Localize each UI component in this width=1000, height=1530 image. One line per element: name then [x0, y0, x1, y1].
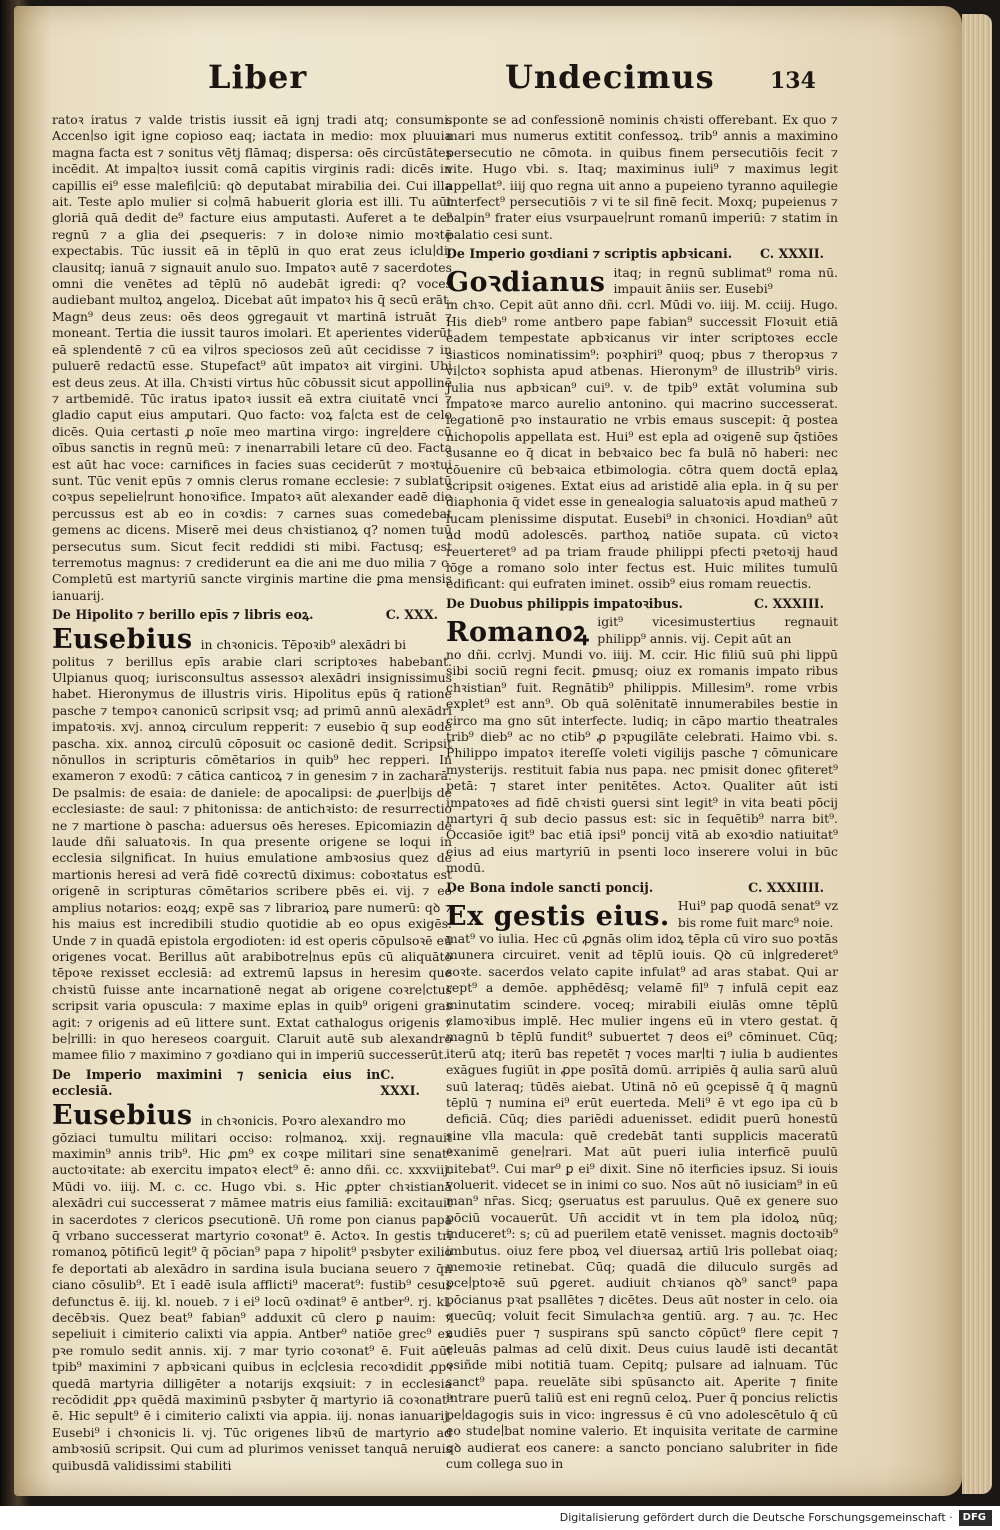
chapter-title: De Hipolito ⁊ berillo epīs ⁊ libris eoꝝ.: [52, 607, 314, 623]
right-column: [446, 112, 838, 1475]
initial-word: Romanoꝝ: [446, 617, 590, 648]
paragraph: sponte se ad confessionē nominis chꝛisti offerebant. Ex quo ⁊ mari mus numerus extitit confessoꝝ. trib⁹ annis a maximino persecutio ne cōmota. in quibus finem persecutiōis fecit ⁊ vite. Hugo vbi. s. Itaq; maximinus iuli⁹ ⁊ maximus legit appellat⁹. iiij quo regna uit anno a pupeieno tyranno aquilegie interfect⁹ persecutiōis ⁊ vi te sil finē fecit. Moxq; pupeienus ⁊ balpin⁹ frater eius vsurpaue∣runt romanū imperiū: ⁊ statim in palatio cesi sunt.: [446, 112, 838, 242]
paragraph: gōziaci tumultu militari occiso: ro∣manoꝝ. xxij. regnauit maximin⁹ annis trib⁹. Hic ꝓm⁹ ex coꝛpe militari sine senat⁹ auctoꝛitate: ab exercitu impatoꝛ elect⁹ ē: anno dñi. cc. xxxviij. Mūdi vo. iiij. M. c. cc. Hugo vbi. s. Hic ꝓpter chꝛistianā alexādri cui successerat ⁊ māmee matris eius familiā: excitauit in sacerdotes ⁊ clericos ꝑsecutionē. Un̄ rome pon cianus papa q̄ vrbano successerat martyrio coꝛonat⁹ ē. Actoꝛ. In gestis trī romanoꝝ pōtificū legit⁹ q̄ pōcian⁹ papa ⁊ hipolit⁹ pꝛsbyter exilio fe deportati ab alexādro in sardina isula buciana seuero ⁊ q̄n ciano cōsulib⁹. Et ī eadē isula afflicti⁹ macerat⁹: fustib⁹ cesus defunctus ē. iij. kl. noueb. ⁊ i ei⁹ locū oꝛdinat⁹ ē antber⁹. rj. kl. decēbꝛis. Quez beat⁹ fabian⁹ adduxit cū clero ꝑ nauim: ⁊ sepeliuit i cimiterio calixti via appia. Antber⁹ natiōe grec⁹ ex pꝛe romulo sedit annis. xij. ⁊ mar tyrio coꝛonat⁹ ē. Fuit aūt tpib⁹ maximini ⁊ apbꝛicani quibus in ec∣clesia recoꝛdidit ꝓpꝛ quedā martyria dilligēter a notarijs exqsiuit: ⁊ in ecclesia recōdidit ꝓpꝛ quēdā maximinū pꝛsbyter q̄ martyrio iā coꝛonat⁹ ē. Hic sepult⁹ ē i cimiterio calixti via appia. iij. nonas ianuarij. Eusebi⁹ i chꝛonicis li. vj. Tūc origenes libꝛū de martyrio ad ambꝛosiū scripsit. Qui cum ad plurimos venisset tanquā neruis quibusdā validissimi stabiliti: [52, 1129, 452, 1473]
initial-line: [52, 623, 452, 655]
paragraph: in chꝛo. Cepit aūt anno dñi. ccrl. Mūdi vo. iiij. M. cciij. Hugo. His dieb⁹ rome antbero pape fabian⁹ successit Floꝛuit etiā eadem tempestate apbꝛicanus vir inter scriptoꝛes eccle siasticos nominatissim⁹: poꝛphiri⁹ quoq; pbus ⁊ theropꝛus ⁊ vi∣ctoꝛ sophista apud atbenas. Hieronym⁹ de illustrib⁹ viris. Julia nus apbꝛican⁹ cui⁹. v. de tpib⁹ extāt volumina sub impatoꝛe marco aurelio antonino. qui macrino successerat. legationē pꝛo instauratio ne vrbis emaus suscepit: q̄ postea nichopolis appellata est. Hui⁹ est epla ad oꝛigenē sup q̄stiōes susanne eo q̄ dicat in bebꝛaico bec fa bulā nō haberi: nec cōuenire cū bebꝛaica etbimologia. cōtra quem doctā eplaꝝ scripsit oꝛigenes. Extat eius ad aristidē alia epla. in q̄ su per diaphonia q̄ videt esse in genealogia saluatoꝛis apud matheū ⁊ lucam plenissime disputat. Eusebi⁹ in chꝛonici. Hoꝛdian⁹ aūt ad modū adolescēs. parthoꝝ natiōe supata. cū victoꝛ reuerteret⁹ ad pa triam fraude philippi pfecti pꝛetoꝛij haud lōge a romano solo inter fectus est. Huic milites tumulū edificant: qui eufraten iminet. ossib⁹ eius romam reuectis.: [446, 297, 839, 592]
initial-word: Goꝛdianus: [446, 267, 606, 299]
chapter-title: De Imperio goꝛdiani ⁊ scriptis apbꝛicani.: [446, 246, 733, 262]
left-column: [52, 112, 452, 1477]
chapter-heading: [52, 1067, 452, 1100]
paragraph: no dñi. ccrlvj. Mundi vo. iiij. M. ccir. Hic filiū suū phi lippū sibi sociū regni fecit. ꝑmusq; oiuz ex romanis impato ribus chꝛistian⁹ fuit. Regnātib⁹ philippis. Millesim⁹. rome vrbis explet⁹ est ann⁹. Ob quā solēnitatē innumerabiles bestie in circo ma gno sūt interfecte. ludiq; in cāpo martio theatrales trib⁹ dieb⁹ ac no ctib⁹ ꝓ pꝛpugilāte celebrati. Haimo vbi. s. Philippo impatoꝛ itereſſe voleti vigilijs pasche ⁊ cōmunicare mysterijs. restituit fabia nus papa. nec pmisit donec ꝯfiteret⁹ petā: ⁊ staret inter penitētes. Actoꝛ. Qualiter aūt isti impatoꝛes ad fidē chꝛisti ꝯuersi sint legit⁹ in vita beati pōcij martyri q̄ sub decio passus est: sic in ſequētib⁹ narra bit⁹. Occasiōe igit⁹ bac etiā ipsi⁹ poncij vitā ab exoꝛdio natiuitat⁹ eius ad eius martyriū in psenti loco inserere volui in būc modū.: [446, 647, 838, 876]
chapter-number: C. XXXII.: [759, 246, 824, 262]
paragraph: ratoꝛ iratus ⁊ valde tristis iussit eā ignj tradi atq; consumi. Accen∣so igit igne copioso eaq; iactata in medio: mox pluuia magna facta est ⁊ sonitus vētj flāmaq; dispersa: oēs circūstātes incēdit. At impa∣toꝛ iussit comā capitis virginis radi: dicēs in capillis ei⁹ esse malefi∣ciū: qꝺ deputabat mirabilia dei. Cui illa ait. Teste aplo mulier si co∣mā habuerit gloria est illi. Tu aūt gloriā quā dedit de⁹ facture eius amputasti. Auferet a te de⁹ regnū ⁊ a glia dei ꝓsequeris: ⁊ in doloꝛe nimio moꝛtē expectabis. Tūc iussit eā in tēplū in quo erat zeus iclu∣di: clausitq; ianuā ⁊ signauit anulo suo. Impatoꝛ autē ⁊ sacerdotes omni die venētes ad tēplū nō audebāt igredi: q? voces audiebant multoꝝ angeloꝝ. Dicebat aūt impatoꝛ his q̄ secū erāt. Magn⁹ deus zeus: oēs deos ꝯgregauit vt martinā istruāt ⁊ moneant. Tertia die iussit tauros imolari. Et aperientes viderūt eā splendentē ⁊ cū ea vi∣ros speciosos zeū aūt cecidisse ⁊ in puluerē redactū esse. Stupefact⁹ aūt impatoꝛ ait virgini. Ubi est deus zeus. At illa. Chꝛisti virtus hūc cōbussit sicut appollinē ⁊ artbemidē. Tūc iratus ipatoꝛ iussit eā extra ciuitatē vnci ⁊ gladio caput eius amputari. Quo facto: voꝝ fa∣cta est de celo dicēs. Quia certasti ꝓ noīe meo martina virgo: ingre∣dere cū oībus sanctis in regnū meū: ⁊ inenarrabili letare cū deo. Facta est aūt hac voce: carnifices in facies suas ceciderūt ⁊ moꝛtui sunt. Tūc venit epūs ⁊ omnis clerus romane ecclesie: ⁊ sublatū coꝛpus sepelie∣runt honoꝛifice. Impatoꝛ aūt alexander eadē die percussus est ab eo in coꝛdis: ⁊ carnes suas comedebat gemens ac dicens. Miserē mei deus chꝛistianoꝝ q? nomen tuū persecutus sum. Sicut fecit reddidi sti mibi. Factusq; est terremotus magnus: ⁊ crediderunt ea die ani me duo milia ⁊ c. Completū est martyriū sancte virginis martine die ꝑma mensis ianuarij.: [52, 112, 452, 603]
chapter-heading: [446, 596, 838, 612]
chapter-title: De Imperio maximini ⁊ senicia eius in ecclesiā.: [52, 1066, 381, 1099]
initial-word: Eusebius: [52, 623, 193, 655]
chapter-number: C. XXX.: [385, 607, 438, 623]
initial-line-text: in chꝛonicis. Tēpoꝛib⁹ alexādri bi: [200, 637, 407, 653]
initial-line-text: igit⁹ vicesimustertius regnauit philipp⁹ annis. vij. Cepit aūt an: [597, 614, 838, 646]
digitization-footer: [0, 1506, 1000, 1530]
page-edges: [962, 14, 992, 1494]
chapter-number: C. XXXIIII.: [748, 879, 824, 895]
folio-number: 134: [770, 68, 816, 94]
initial-word: Eusebius: [52, 1099, 193, 1131]
chapter-heading: [446, 880, 838, 896]
running-head-center: Undecimus: [505, 58, 715, 96]
chapter-title: De Duobus philippis impatoꝛibus.: [446, 595, 683, 611]
running-head-left: Liber: [208, 58, 308, 96]
initial-line: [446, 898, 838, 931]
chapter-title: De Bona indole sancti poncij.: [446, 879, 654, 895]
initial-line: [446, 265, 838, 298]
chapter-number: C. XXXI.: [380, 1066, 420, 1099]
paragraph: politus ⁊ berillus epīs arabie clari scriptoꝛes habebant. Ulpianus quoq; iurisconsultus assessoꝛ alexādri insignissimus habet. Hieronymus de illustris viris. Hipolitus epūs q̄ ratione pasche ⁊ tempoꝛ canonicū scripsit vsq; ad primū annū alexādri impatoꝛis. xvj. annoꝝ circulum repperit: ⁊ eusebio q̄ sup eodē pascha. xix. annoꝝ circulū cōposuit oc casionē dedit. Scripsit nōnullos in scripturis cōmētarios in quib⁹ hec repperi. In exameron ⁊ exodū: ⁊ cātica canticoꝝ ⁊ in genesim ⁊ in zacharā. De psalmis: de esaia: de daniele: de apocalipsi: de ꝓuer∣bijs de ecclesiaste: de saul: ⁊ phitonissa: de antichꝛisto: de resurrectio ne ⁊ martione ꝺ pascha: aduersus oēs hereses. Epicomiazin de laude dñi saluatoꝛis. In qua presente origene se loqui in ecclesia si∣gnificat. In huius emulatione ambꝛosius quez de martionis heresi ad verā fidē coꝛrectū diximus: coboꝛtatus est origenē in scripturas cōmētarios scribere pbēs ei. vij. ⁊ eo amplius notarios: eoꝝq; expē sas ⁊ librarioꝝ pare numerū: qꝺ ⁊ his maius est incredibili studio quotidie ab eo opus exigēs. Unde ⁊ in quadā epistola ergodioten: id est operis cōpulsoꝛē eū origenes vocat. Berillus aūt arabibotre∣nus epūs cū aliquāto tēpoꝛe rexisset ecclesiā: ad extremū lapsus in heresim que chꝛistū fuisse ante incarnationē negat ab origene coꝛre∣ctus scripsit varia opuscula: ⁊ maxime eplas in quib⁹ origeni gras agit: ⁊ origenis ad eū littere sunt. Extat cathalogus origenis ⁊ be∣rilli: in quo hereseos coarguit. Claruit autē sub alexandro mamee filio ⁊ maximino ⁊ goꝛdiano qui in imperiū successerūt.: [52, 653, 452, 1063]
paragraph: mat⁹ vo iulia. Hec cū ꝓgnās olim idoꝝ tēpla cū viro suo poꝛtās munera circuiret. venit ad tēplū iouis. Qꝺ cū in∣grederet⁹ soꝛte. sacerdos velato capite infulat⁹ ad aras stabat. Qui ar rept⁹ a demōe. apphēdēsq; velamē fil⁹ ⁊ infulā cepit eaz minutatim scindere. voceq; mirabili eiulās omne tēplū clamoꝛibus implē. Hec mulier ingens eū in vtero gestat. q̄ magnū b tēplū fundit⁹ subuertet ⁊ deos ei⁹ cōminuet. Cūq; iterū atq; iterū bas repetēt ⁊ voces mar∣ti ⁊ iulia b audientes exāgues fugiūt in ꝓpe posītā domū. arripiēs q̄ aulia sarū aluū suū lateraq; tūdēs aiebat. Utinā nō eū ꝯcepissē q̄ q̄ magnū tēplū ⁊ numina ei⁹ erūt euerteda. Meli⁹ ē vt ego ipa cū b deficiā. Cūq; dies pariēdi aduenisset. edidit puerū honestū sine vlla macula: quē credebāt tanti supplicis maceratū exanimē gene∣rari. Mat aūt pueri iulia interficē puulū nitebat⁹. Cui mar⁹ ꝑ ei⁹ dixit. Sine nō iterficies ipsuz. Si iouis voluerit. videcet se in inimi co suo. Nos aūt nō iusiciam⁹ in eū man⁹ nr̄as. Sicq; ꝯseruatus est paruulus. Quē ex genere suo pōciū vocauerūt. Un̄ accidit vt in tem pla idoloꝝ nūq; induceret⁹: s; cū ad puerilem etatē venisset. magnis doctoꝛib⁹ imbutus. oiuz fere pboꝝ vel diuersaꝝ artiū lris pollebat oiaq; memoꝛie retinebat. Cūq; quadā die diluculo surgēs ad pce∣ptoꝛē suū ꝑgeret. audiuit chꝛianos qꝺ⁹ sanct⁹ papa pōcianus pꝛat psallētes ⁊ dicētes. Deus aūt noster in celo. oia quecūq; voluit fecit Simulachꝛa gentiū. arg. ⁊ au. ⁊c. Hec audiēs puer ⁊ suspirans spū sancto cōpūct⁹ flere cepit ⁊ eleuās palmas ad celū dixit. Deus cuius laudē isti decantāt osiñde mibi notitiā tuam. Cepitq; pulsare ad ia∣nuam. Tūc sanct⁹ papa. reuelāte sibi spūsancto ait. Aperite ⁊ finite intrare puerū taliū est eni regnū celoꝝ. Puer q̄ poncius relictis pe∣dagogis suis in vico: ingressus ē cū vno adolescētulo q̄ cū eo stude∣bat nomine valerio. Et inquisita veritate de carmine qꝺ audierat eos canere: a sancto ponciano salubriter in fide cum collega suo in: [446, 930, 838, 1471]
initial-line-text: in chꝛonicis. Poꝛro alexandro mo: [200, 1113, 406, 1129]
chapter-number: C. XXXIII.: [754, 595, 824, 611]
initial-line-text: Hui⁹ paꝑ quodā senat⁹ vz bis rome fuit marc⁹ noie.: [677, 898, 838, 930]
chapter-heading: [52, 607, 452, 623]
initial-line-text: itaq; in regnū sublimat⁹ roma nū. impauit āniis ser. Eusebi⁹: [613, 264, 838, 297]
dfg-logo: DFG: [959, 1510, 992, 1526]
chapter-heading: [446, 246, 838, 262]
footer-text: Digitalisierung gefördert durch die Deutsche Forschungsgemeinschaft ·: [559, 1511, 953, 1524]
initial-line: [446, 614, 838, 647]
initial-line: [52, 1099, 452, 1131]
initial-word: Ex gestis eius.: [446, 900, 670, 932]
